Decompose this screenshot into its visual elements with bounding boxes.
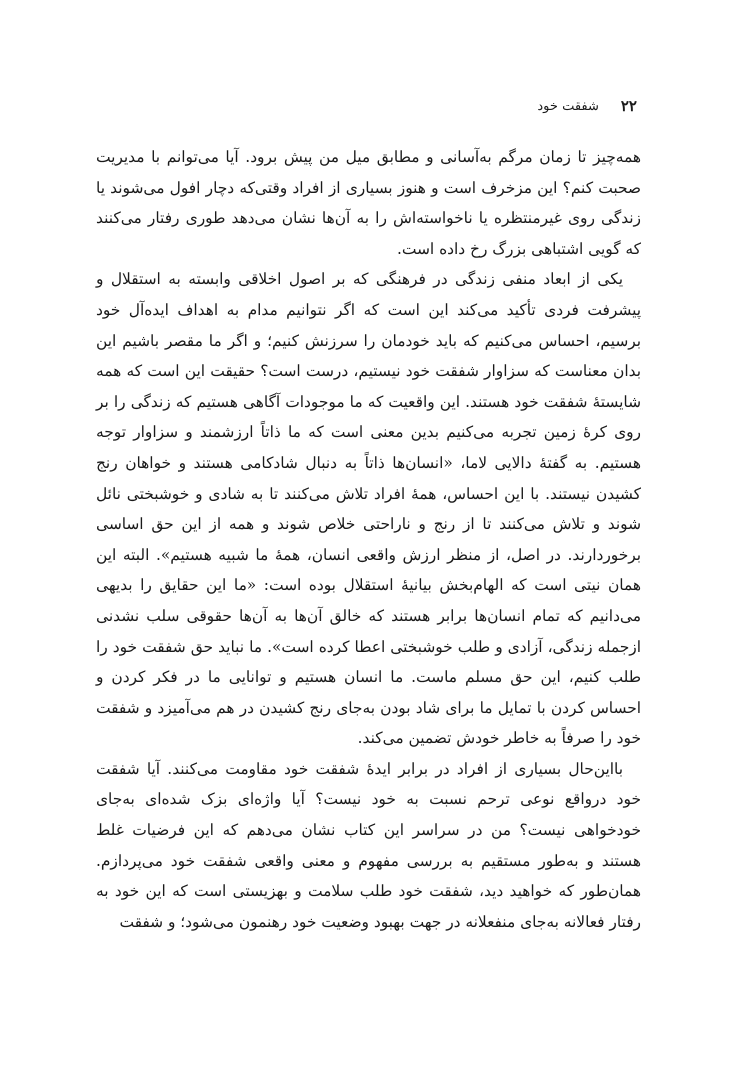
running-title: شفقت خود: [537, 98, 599, 114]
paragraph: همه‌چیز تا زمان مرگم به‌آسانی و مطابق میل من پیش برود. آیا می‌توانم با مدیریت صحبت کنم؟ این مزخرف است و هنوز بسیاری از افراد وقتی‌که دچار افول می‌شوند یا زندگی روی غیرمنتظره یا ناخواسته‌اش را به آن‌ها نشان می‌دهد طوری رفتار می‌کنند که گویی اشتباهی بزرگ رخ داده است.: [96, 148, 641, 258]
paragraph: یکی از ابعاد منفی زندگی در فرهنگی که بر اصول اخلاقی وابسته به استقلال و پیشرفت فردی تأکید می‌کند این است که اگر نتوانیم مدام به اهداف ایده‌آل خود برسیم، احساس می‌کنیم که باید خودمان را سرزنش کنیم؛ و اگر ما مقصر باشیم این بدان معناست که سزاوار شفقت خود نیستیم، درست است؟ حقیقت این است که همه شایستهٔ شفقت خود هستند. این واقعیت که ما موجودات آگاهی هستیم که زندگی را بر روی کرهٔ زمین تجربه می‌کنیم بدین معنی است که ما ذاتاً ارزشمند و سزاوار توجه هستیم. به گفتهٔ دالایی لاما، «انسان‌ها ذاتاً به دنبال شادکامی هستند و خواهان رنج کشیدن نیستند. با این احساس، همهٔ افراد تلاش می‌کنند تا به شادی و خوشبختی نائل شوند و تلاش می‌کنند تا از رنج و ناراحتی خلاص شوند و همه از این حق اساسی برخوردارند. در اصل، از منظر ارزش واقعی انسان، همهٔ ما شبیه هستیم». البته این همان نیتی است که الهام‌بخش بیانیهٔ استقلال بوده است: «ما این حقایق را بدیهی می‌دانیم که تمام انسان‌ها برابر هستند که خالق آن‌ها به آن‌ها حقوقی سلب نشدنی ازجمله زندگی، آزادی و طلب خوشبختی اعطا کرده است». ما نباید حق شفقت خود را طلب کنیم، این حق مسلم ماست. ما انسان هستیم و توانایی ما در فکر کردن و احساس کردن با تمایل ما برای شاد بودن به‌جای رنج کشیدن در هم می‌آمیزد و شفقت خود را صرفاً به خاطر خودش تضمین می‌کند.: [96, 270, 641, 748]
page-header: [97, 95, 637, 117]
page-number: ۲۲: [620, 97, 637, 115]
paragraph: بااین‌حال بسیاری از افراد در برابر ایدهٔ شفقت خود مقاومت می‌کنند. آیا شفقت خود درواقع نوعی ترحم نسبت به خود نیست؟ آیا واژه‌ای بزک شده‌ای به‌جای خودخواهی نیست؟ من در سراسر این کتاب نشان می‌دهم که این فرضیات غلط هستند و به‌طور مستقیم به بررسی مفهوم و معنی واقعی شفقت خود می‌پردازم. همان‌طور که خواهید دید، شفقت خود طلب سلامت و بهزیستی است که این خود به رفتار فعالانه به‌جای منفعلانه در جهت بهبود وضعیت خود رهنمون می‌شود؛ و شفقت: [96, 759, 641, 931]
body-text: [96, 142, 641, 937]
